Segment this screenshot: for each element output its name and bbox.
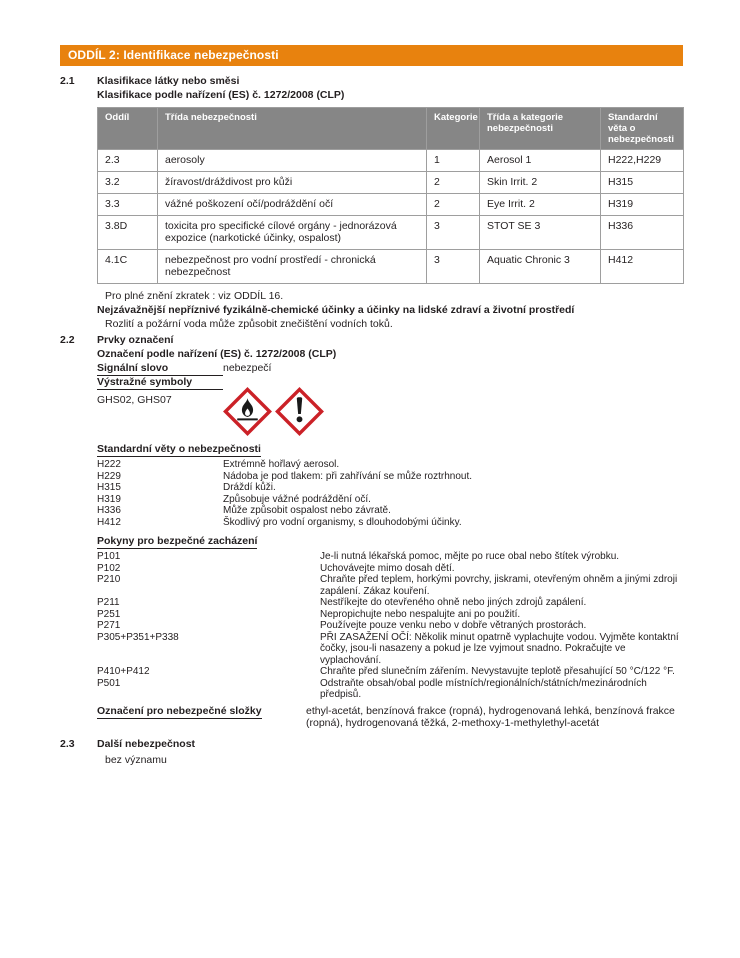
section-2-3-text: bez významu — [105, 753, 167, 766]
table-row — [98, 194, 684, 216]
column-header: Oddíl — [98, 108, 158, 150]
p-statement-row — [97, 620, 683, 632]
table-row — [98, 172, 684, 194]
p-statement-text: Chraňte před teplem, horkými povrchy, jiskrami, otevřeným ohněm a jinými zdroji zapálení. Zákaz kouření. — [320, 574, 678, 597]
section-2-2-subtitle: Označení podle nařízení (ES) č. 1272/2008 (CLP) — [97, 348, 337, 360]
p-statement-code: P102 — [97, 562, 121, 574]
column-header: Třída a kategorie nebezpečnosti — [480, 108, 601, 150]
h-statement-row — [97, 505, 683, 517]
table-cell: STOT SE 3 — [480, 216, 601, 250]
section-title: ODDÍL 2: Identifikace nebezpečnosti — [68, 48, 279, 62]
p-statement-code: P211 — [97, 597, 120, 608]
section-2-2-title: Prvky označení — [97, 334, 174, 346]
p-statement-row — [97, 678, 683, 701]
table-cell: aerosoly — [158, 150, 427, 172]
h-statement-text: Extrémně hořlavý aerosol. — [223, 459, 340, 470]
table-cell: H319 — [601, 194, 684, 216]
table-cell: vážné poškození očí/podráždění očí — [158, 194, 427, 216]
p-statement-row — [97, 597, 683, 609]
section-header-bar — [60, 45, 683, 66]
h-statement-code: H319 — [97, 493, 121, 505]
p-statement-code: P410+P412 — [97, 666, 150, 677]
section-2-1-title: Klasifikace látky nebo směsi — [97, 75, 240, 87]
classification-table-body — [98, 150, 684, 284]
section-2-3-number: 2.3 — [60, 737, 75, 750]
table-cell: Aerosol 1 — [480, 150, 601, 172]
h-statement-code: H336 — [97, 505, 121, 516]
table-cell: 3.2 — [98, 172, 158, 194]
table-cell: nebezpečnost pro vodní prostředí - chronická nebezpečnost — [158, 250, 427, 284]
h-statement-code: H222 — [97, 459, 121, 470]
table-cell: Skin Irrit. 2 — [480, 172, 601, 194]
section-2-2 — [60, 333, 683, 729]
classification-notes — [60, 289, 683, 331]
section-2-1-subtitle: Klasifikace podle nařízení (ES) č. 1272/2008 (CLP) — [97, 89, 345, 101]
p-statements-list — [97, 551, 683, 701]
p-statement-text: PŘI ZASAŽENÍ OČÍ: Několik minut opatrně vyplachujte vodou. Vyjměte kontaktní čočky, jsou-li nasazeny a pokud je lze vyjmout snadno. Pokračujte ve vyplachování. — [320, 631, 679, 666]
section-2-1-heading — [60, 74, 683, 102]
section-2-1-number: 2.1 — [60, 75, 75, 87]
table-cell: H336 — [601, 216, 684, 250]
table-cell: 4.1C — [98, 250, 158, 284]
p-statement-code: P271 — [97, 620, 121, 631]
p-statement-code: P251 — [97, 608, 121, 620]
table-row — [98, 216, 684, 250]
column-header: Kategorie — [427, 108, 480, 150]
p-statement-row — [97, 563, 683, 575]
h-statements-heading: Standardní věty o nebezpečnosti — [97, 443, 261, 455]
h-statement-text: Škodlivý pro vodní organismy, s dlouhodobými účinky. — [223, 516, 462, 528]
p-statement-text: Odstraňte obsah/obal podle místních/regionálních/státních/mezinárodních předpisů. — [320, 677, 647, 700]
p-statement-text: Uchovávejte mimo dosah dětí. — [320, 562, 455, 574]
abbreviation-note: Pro plné znění zkratek : viz ODDÍL 16. — [105, 290, 284, 302]
classification-table — [97, 107, 684, 284]
p-statement-row — [97, 574, 683, 597]
section-2-3-title: Další nebezpečnost — [97, 737, 196, 750]
signal-word-value: nebezpečí — [223, 362, 272, 374]
adverse-effects-text: Rozlití a požární voda může způsobit znečištění vodních toků. — [105, 318, 393, 330]
h-statement-row — [97, 517, 683, 529]
p-statement-row — [97, 632, 683, 667]
table-cell: žíravost/dráždivost pro kůži — [158, 172, 427, 194]
p-statement-text: Je-li nutná lékařská pomoc, mějte po ruce obal nebo štítek výrobku. — [320, 551, 620, 562]
table-cell: Eye Irrit. 2 — [480, 194, 601, 216]
h-statement-code: H229 — [97, 470, 121, 482]
p-statement-text: Nestříkejte do otevřeného ohně nebo jiných zdrojů zapálení. — [320, 597, 587, 608]
table-cell: 3.3 — [98, 194, 158, 216]
h-statement-row — [97, 471, 683, 483]
table-cell: 1 — [427, 150, 480, 172]
section-2-2-number: 2.2 — [60, 334, 75, 346]
h-statement-text: Nádoba je pod tlakem: při zahřívání se může roztrhnout. — [223, 470, 473, 482]
h-statement-text: Způsobuje vážné podráždění očí. — [223, 493, 371, 505]
table-cell: H412 — [601, 250, 684, 284]
p-statement-row — [97, 551, 683, 563]
p-statement-code: P501 — [97, 677, 121, 689]
ghs-codes: GHS02, GHS07 — [97, 394, 172, 406]
hazard-symbols-label: Výstražné symboly — [97, 376, 223, 390]
p-statement-text: Nepropichujte nebo nespalujte ani po použití. — [320, 608, 521, 620]
pictogram-strip — [223, 387, 683, 436]
column-header: Třída nebezpečnosti — [158, 108, 427, 150]
table-cell: 2 — [427, 172, 480, 194]
section-2-3 — [60, 737, 683, 767]
hazardous-components-label: Označení pro nebezpečné složky — [97, 704, 262, 717]
hazardous-components-row — [97, 705, 683, 729]
p-statement-text: Chraňte před slunečním zářením. Nevystavujte teplotě přesahující 50 °C/122 °F. — [320, 666, 675, 677]
table-cell: 3.8D — [98, 216, 158, 250]
column-header: Standardní věta o nebezpečnosti — [601, 108, 684, 150]
p-statement-code: P210 — [97, 574, 121, 585]
p-statement-code: P101 — [97, 551, 121, 562]
h-statement-text: Dráždí kůži. — [223, 482, 276, 493]
table-cell: 2.3 — [98, 150, 158, 172]
table-cell: H315 — [601, 172, 684, 194]
ghs-codes-row — [97, 393, 683, 436]
table-cell: toxicita pro specifické cílové orgány - jednorázová expozice (narkotické účinky, ospalost) — [158, 216, 427, 250]
ghs02-flame-icon — [223, 387, 272, 436]
table-row — [98, 250, 684, 284]
p-statement-row — [97, 666, 683, 678]
table-cell: Aquatic Chronic 3 — [480, 250, 601, 284]
h-statement-row — [97, 459, 683, 471]
signal-word-row — [97, 361, 683, 376]
h-statement-row — [97, 482, 683, 494]
table-row — [98, 150, 684, 172]
table-cell: 3 — [427, 250, 480, 284]
ghs07-exclamation-icon — [275, 387, 324, 436]
p-statements-heading: Pokyny pro bezpečné zacházení — [97, 535, 258, 547]
table-cell: 2 — [427, 194, 480, 216]
h-statement-text: Může způsobit ospalost nebo závratě. — [223, 505, 391, 516]
table-cell: 3 — [427, 216, 480, 250]
table-cell: H222,H229 — [601, 150, 684, 172]
h-statement-code: H412 — [97, 516, 121, 528]
p-statement-code: P305+P351+P338 — [97, 631, 179, 643]
hazardous-components-value: ethyl-acetát, benzínová frakce (ropná), hydrogenovaná lehká, benzínová frakce (ropná), hydrogenovaná těžká, 2-methoxy-1-methylethyl-acetát — [306, 704, 675, 729]
h-statement-row — [97, 494, 683, 506]
adverse-effects-heading: Nejzávažnější nepříznivé fyzikálně-chemické účinky a účinky na lidské zdraví a životní prostředí — [97, 304, 575, 316]
p-statement-row — [97, 609, 683, 621]
p-statement-text: Používejte pouze venku nebo v dobře větraných prostorách. — [320, 620, 587, 631]
h-statements-list — [97, 459, 683, 528]
h-statement-code: H315 — [97, 482, 121, 493]
signal-word-label: Signální slovo — [97, 362, 223, 376]
classification-table-header — [98, 108, 684, 150]
